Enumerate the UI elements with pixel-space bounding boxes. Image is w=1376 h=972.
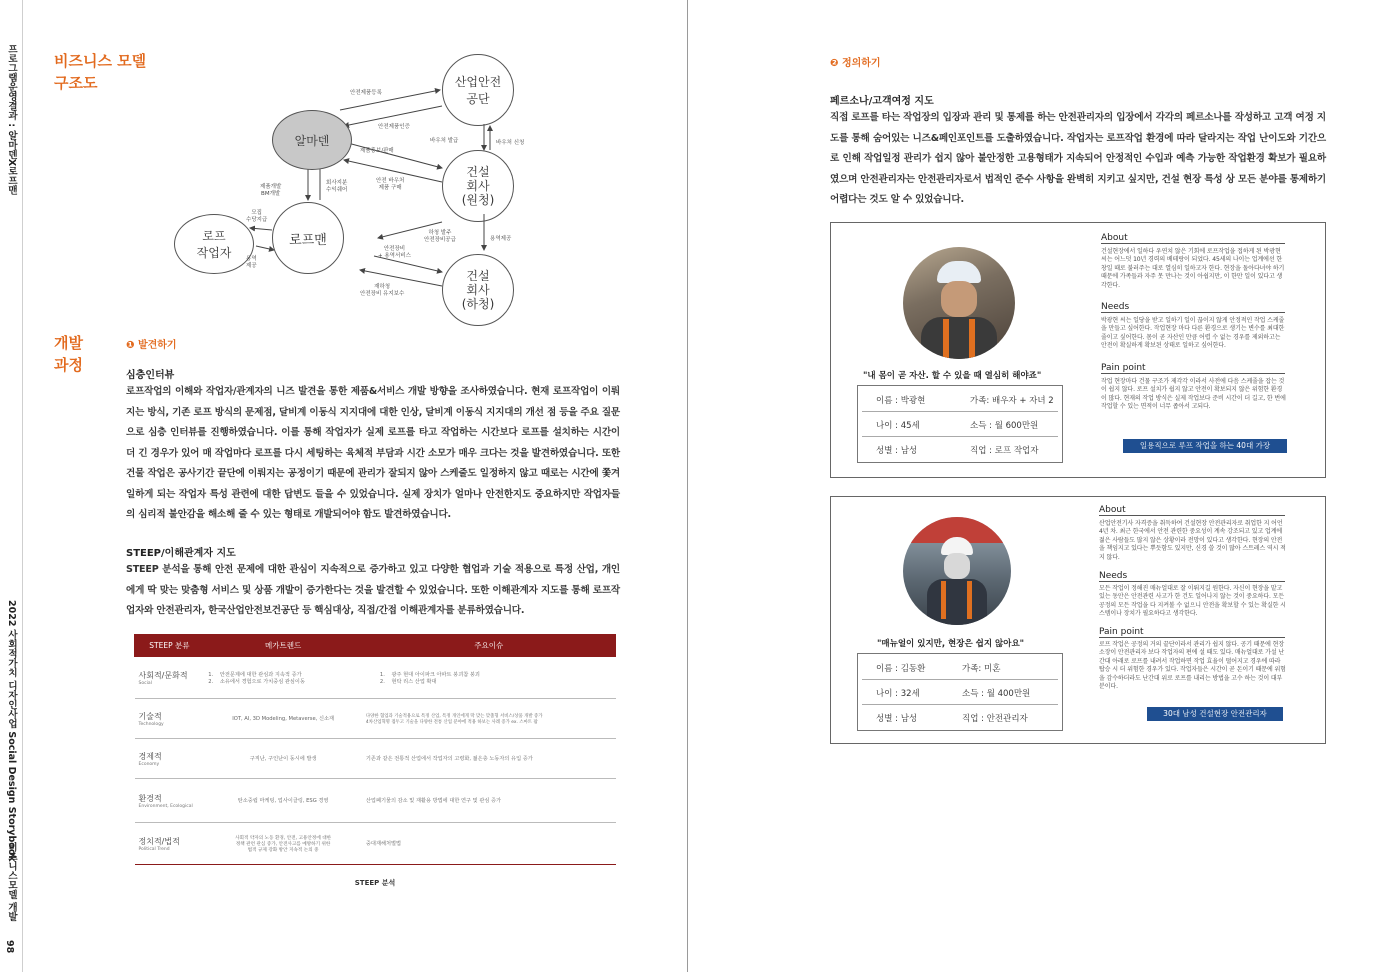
persona-income: 소득 : 월 400만원 <box>962 689 1031 699</box>
row-trend: 탄소중립 마케팅, 업사이클링, ESG 경영 <box>204 779 362 823</box>
label-resubcontract: 재하청 안전장비 유지보수 <box>360 284 405 297</box>
category-en: Economy <box>138 761 160 767</box>
persona-info-box <box>857 653 1063 731</box>
section-title-business-model: 비즈니스 모델 구조도 <box>54 52 147 92</box>
divider <box>862 436 1058 437</box>
pain-text: 작업 현장마다 건물 구조가 제각각 이라서 사전에 다음 스케줄을 잡는 것이 쉽지 않다. 로프 설치가 쉽지 않고 안전이 확보되지 않은 위험한 환경이 많다. 현재의 작업 방식은 실제 작업보다 준비 시간이 더 길고, 한 번에 작업할 수 있는 면적이 너무 좁아서 고되다. <box>1101 378 1286 411</box>
strap-shape <box>967 581 972 619</box>
category-ko: 환경적 <box>138 793 162 803</box>
row-category <box>135 739 205 779</box>
step-discover: ❶ 발견하기 <box>126 340 177 351</box>
needs-title: Needs <box>1099 571 1285 582</box>
row-issue: 중대재해처벌법 <box>362 823 616 865</box>
steep-table-header <box>135 635 616 657</box>
persona-gender: 성별 : 남성 <box>876 714 918 724</box>
category-en: Technology <box>138 721 164 727</box>
row-issue: 다양한 협업과 기술적용으로 특정 산업, 특정 개인에게 딱 맞는 맞춤형 서비스/상품 개발 증가 4차산업혁명 접두고 기술을 다양한 전통 산업 분야에 적용 하보는 사례 증가 ex. 스마트 팜 <box>362 699 616 739</box>
label-service-provide: 용역 제공 <box>246 256 257 269</box>
category-ko: 경제적 <box>138 751 162 761</box>
row-trend: 1. 안전문제에 대한 관심과 지속적 증가 2. 소유에서 경험으로 가치중심 관심이동 <box>204 657 362 699</box>
row-issue: 산업폐기물의 감소 및 재활용 방법에 대한 연구 및 관심 증가 <box>362 779 616 823</box>
needs-text: 박광현 씨는 일당을 받고 일하기 일이 끊이지 않게 안정적인 작업 스케줄을 만들고 싶어한다. 작업현장 마다 다른 환경으로 생기는 변수를 최대한 줄이고 싶어한다. 몸이 곧 자산인 만큼 어렵 수 없는 경우를 제외하고는 안전이 확실하게 확보된 상태로 일하고 싶어한다. <box>1101 317 1285 350</box>
sidebar-section-name: 비즈니스모델 개발 <box>6 842 17 922</box>
label-subcontract-order: 하청 발주 안전장비공급 <box>424 230 456 243</box>
needs-title: Needs <box>1101 302 1285 313</box>
row-issue: 기존과 같은 전통적 산업에서 작업자의 고령화, 젊은층 노동자의 유입 증가 <box>362 739 616 779</box>
row-category <box>135 779 205 823</box>
pain-text: 로프 작업은 공정의 거의 끝단이라서 관리가 쉽지 않다. 공기 때문에 현장소장이 안전관리자 보다 작업자의 편에 설 때도 있다. 매뉴얼대로 가설 난간대 아래로 로프를 내려서 작업하면 작업 효율이 떨어지고 경우에 따라 탑승 시 더 위험한 경우가 있다. 작업자들은 시간이 곧 돈이기 때문에 위험을 감수하더라도 난간대 위로 로프를 내리는 방법을 고수 하는 것이 대부분이다. <box>1099 641 1286 691</box>
pain-title: Pain point <box>1099 627 1285 638</box>
face-shape <box>941 281 977 317</box>
persona-job: 직업 : 안전관리자 <box>962 714 1028 724</box>
step-define: ❷ 정의하기 <box>830 58 881 69</box>
header-key-issue: 주요이슈 <box>362 635 616 657</box>
row-category <box>135 699 205 739</box>
row-trend: 구직난, 구인난이 동시에 발생 <box>204 739 362 779</box>
section-title-development: 개발 과정 <box>54 334 83 374</box>
row-trend: 사회적 약자의 노동 환경, 안전, 고용안정에 대한 정책 관련 관심 증가, 안전사고를 예방하기 위한 법적 규제 강화 방안 지속적 논의 중 <box>204 823 362 865</box>
category-ko: 사회적/문화적 <box>138 670 188 680</box>
node-construction-prime: 건설 회사 (원청) <box>442 150 514 222</box>
sidebar-program-title: 프로그램운영결과 : 알마덴X로프맨 <box>6 44 17 195</box>
label-promotion-sales: 제품홍보/판매 <box>360 148 394 154</box>
label-recruit-pay: 모집 수당지급 <box>246 210 268 223</box>
persona-card-worker <box>830 222 1326 478</box>
sidebar-book-title: 2022 사회적가치 디자인사업 Social Design Storybook <box>6 600 17 862</box>
page-number: 98 <box>4 940 15 954</box>
row-trend: IOT, AI, 3D Modeling, Metaverse, 신소재 <box>204 699 362 739</box>
node-construction-sub: 건설 회사 (하청) <box>442 254 514 326</box>
label-service-provide-2: 용역제공 <box>490 236 512 242</box>
persona-name: 이름 : 박광현 <box>876 396 926 406</box>
divider <box>862 679 1058 680</box>
persona-age: 나이 : 32세 <box>876 689 920 699</box>
header-steep-category: STEEP 분류 <box>135 635 205 657</box>
label-equity-share: 회사지분 수익쉐어 <box>326 180 348 193</box>
pain-title: Pain point <box>1101 363 1285 374</box>
table-row <box>135 779 616 823</box>
category-ko: 기술적 <box>138 711 162 721</box>
strap-shape <box>941 581 946 619</box>
persona-tagline: 일용직으로 루프 작업을 하는 40대 가장 <box>1123 439 1287 453</box>
right-page <box>688 0 1376 972</box>
steep-heading: STEEP/이해관계자 지도 <box>126 548 236 559</box>
label-equipment-service: 안전장비 + 용역서비스 <box>378 246 411 259</box>
node-almaden: 알마덴 <box>272 110 352 170</box>
about-title: About <box>1099 505 1285 516</box>
helmet-shape <box>937 261 981 283</box>
table-row <box>135 823 616 865</box>
body-shape <box>927 579 987 625</box>
header-megatrend: 메가트렌드 <box>204 635 362 657</box>
table-row <box>135 739 616 779</box>
interview-heading: 심층인터뷰 <box>126 370 175 381</box>
persona-photo-manager <box>903 517 1011 625</box>
about-text: 건설현장에서 일하다 우연치 않은 기회에 로프작업을 접하게 된 박광현 씨는 어느덧 10년 경력의 베테랑이 되었다. 45세의 나이는 업계에선 한창일 때로 불러주는 대로 열심히 일하고자 한다. 현장을 돌아다녀야 하기 때문에 가족들과 자주 못 만나는 것이 아쉽지만, 이 한만 일이 있다고 생각한다. <box>1101 248 1285 289</box>
row-category <box>135 823 205 865</box>
persona-heading: 페르소나/고객여정 지도 <box>830 96 934 107</box>
persona-family: 가족: 미혼 <box>962 664 1001 674</box>
category-ko: 정치적/법적 <box>138 836 180 846</box>
label-voucher-issue: 바우처 발급 <box>430 138 459 144</box>
about-title: About <box>1101 233 1285 244</box>
business-model-diagram <box>160 50 540 330</box>
persona-gender: 성별 : 남성 <box>876 446 918 456</box>
persona-tagline: 30대 남성 건설현장 안전관리자 <box>1147 707 1283 721</box>
label-product-cert: 안전제품인증 <box>378 124 410 130</box>
interview-text: 로프작업의 이해와 작업자/관계자의 니즈 발견을 통한 제품&서비스 개발 방향을 조사하였습니다. 현재 로프작업이 이뤄지는 방식, 기존 로프 방식의 문제점, 달비계 이동식 지지대에 대한 인상, 달비계 이동식 지지대의 개선 점 등을 주요 질문으로 심층 인터뷰를 진행하였습니다. 이를 통해 작업자가 실제 로프를 타고 작업하는 시간보다 로프를 설치하는 시간이 더 긴 경우가 있어 매 작업마다 로프를 다시 세팅하는 육체적 부담과 시간 소모가 매우 크다는 것을 발견하였습니다. 또한 건물 작업은 공사기간 끝단에 이뤄지는 공정이기 때문에 관리가 잘되지 않아 스케줄도 일정하지 않고 때로는 시간에 쫓겨 일하게 되는 작업자 특성 관련에 대한 답변도 들을 수 있었습니다. 실제 장치가 얼마나 안전한지도 중요하지만 작업자들의 심리적 불안감을 해소해 줄 수 있는 형태로 개발되어야 함도 발견하였습니다. <box>126 386 620 520</box>
node-safety-agency: 산업안전 공단 <box>442 54 514 126</box>
persona-age: 나이 : 45세 <box>876 421 920 431</box>
persona-quote: "내 몸이 곧 자산. 할 수 있을 때 열심히 해야죠" <box>863 371 1042 381</box>
divider <box>862 411 1058 412</box>
row-category <box>135 657 205 699</box>
label-product-dev: 제품개발 BM개발 <box>260 184 282 197</box>
category-en: Political Trend <box>138 846 170 852</box>
persona-family: 가족: 배우자 + 자녀 2 <box>970 396 1054 406</box>
margin-rule <box>22 0 23 972</box>
divider <box>862 704 1058 705</box>
label-voucher-apply: 바우처 신청 <box>496 140 525 146</box>
steep-caption: STEEP 분석 <box>354 879 396 887</box>
label-voucher-purchase: 안전 바우처 제품 구매 <box>376 178 405 191</box>
persona-photo-worker <box>903 247 1015 359</box>
persona-card-manager <box>830 496 1326 744</box>
category-en: Environment, Ecological <box>138 803 193 809</box>
table-row <box>135 657 616 699</box>
node-ropeman: 로프맨 <box>272 202 344 274</box>
persona-text: 직접 로프를 타는 작업장의 입장과 관리 및 통제를 하는 안전관리자의 입장에서 각각의 페르소나를 작성하고 고객 여정 지도를 통해 숨어있는 니즈&페인포인트를 도출하였습니다. 작업자는 로프작업 환경에 따라 달라지는 작업 난이도와 기간으로 인해 작업일정 관리가 쉽지 않아 불안정한 고용형태가 지속되어 안정적인 수입과 예측 가능한 작업환경 확보가 필요하였으며 안전관리자는 안전관리자로서 법적인 준수 사항을 완벽히 지키고 싶지만, 건설 현장 특성 상 모든 분야를 통제하기 어렵다는 것도 알 수 있었습니다. <box>830 112 1326 205</box>
persona-name: 이름 : 김동환 <box>876 664 926 674</box>
persona-quote: "매뉴얼이 있지만, 현장은 쉽지 않아요" <box>877 639 1025 649</box>
table-row <box>135 699 616 739</box>
category-en: Social <box>138 680 152 686</box>
node-rope-worker: 로프 작업자 <box>174 214 254 274</box>
persona-info-box <box>857 385 1063 463</box>
body-shape <box>921 317 997 359</box>
needs-text: 모든 작업이 정해진 매뉴얼대로 잘 이뤄지길 원한다. 자신이 현장을 맡고 있는 동안은 안전관련 사고가 한 건도 일어나지 않는 것이 중요하다. 모든 공정의 모든 작업을 다 지켜볼 수 없으니 안전을 확보할 수 있는 확실한 시스템이나 장치가 필요하다고 생각한다. <box>1099 585 1286 618</box>
steep-table <box>134 634 616 865</box>
strap-shape <box>969 319 975 359</box>
label-product-register: 안전제품등록 <box>350 90 382 96</box>
about-text: 산업안전기사 자격증을 취득하여 건설현장 안전관리자로 취업한 지 어언 4년 차. 최근 한국에서 안전 관련한 중요성이 계속 강조되고 있고 업계에 젊은 사람들도 많지 않은 상황이라 전망이 있다고 생각한다. 현장의 안전을 책임지고 있다는 뿌듯함도 있지만, 신경 쓸 것이 많아 스트레스 역시 적지 않다. <box>1099 520 1286 561</box>
row-issue: 1. 광주 현대 아이파크 아파트 붕괴참 붕괴 2. 현탁 리스 산업 확대 <box>362 657 616 699</box>
steep-text: STEEP 분석을 통해 안전 문제에 대한 관심이 지속적으로 증가하고 있고 다양한 협업과 기술 적용으로 특정 산업, 개인에게 딱 맞는 맞춤형 서비스 및 상품 개발이 증가한다는 것을 발견할 수 있었습니다. 또한 이해관계자 지도를 통해 로프작업자와 안전관리자, 한국산업안전보건공단 등 핵심대상, 직접/간접 이해관계자를 분류하였습니다. <box>126 564 620 616</box>
persona-job: 직업 : 로프 작업자 <box>970 446 1039 456</box>
face-mask-shape <box>944 553 970 579</box>
persona-income: 소득 : 월 600만원 <box>970 421 1039 431</box>
strap-shape <box>943 319 949 359</box>
